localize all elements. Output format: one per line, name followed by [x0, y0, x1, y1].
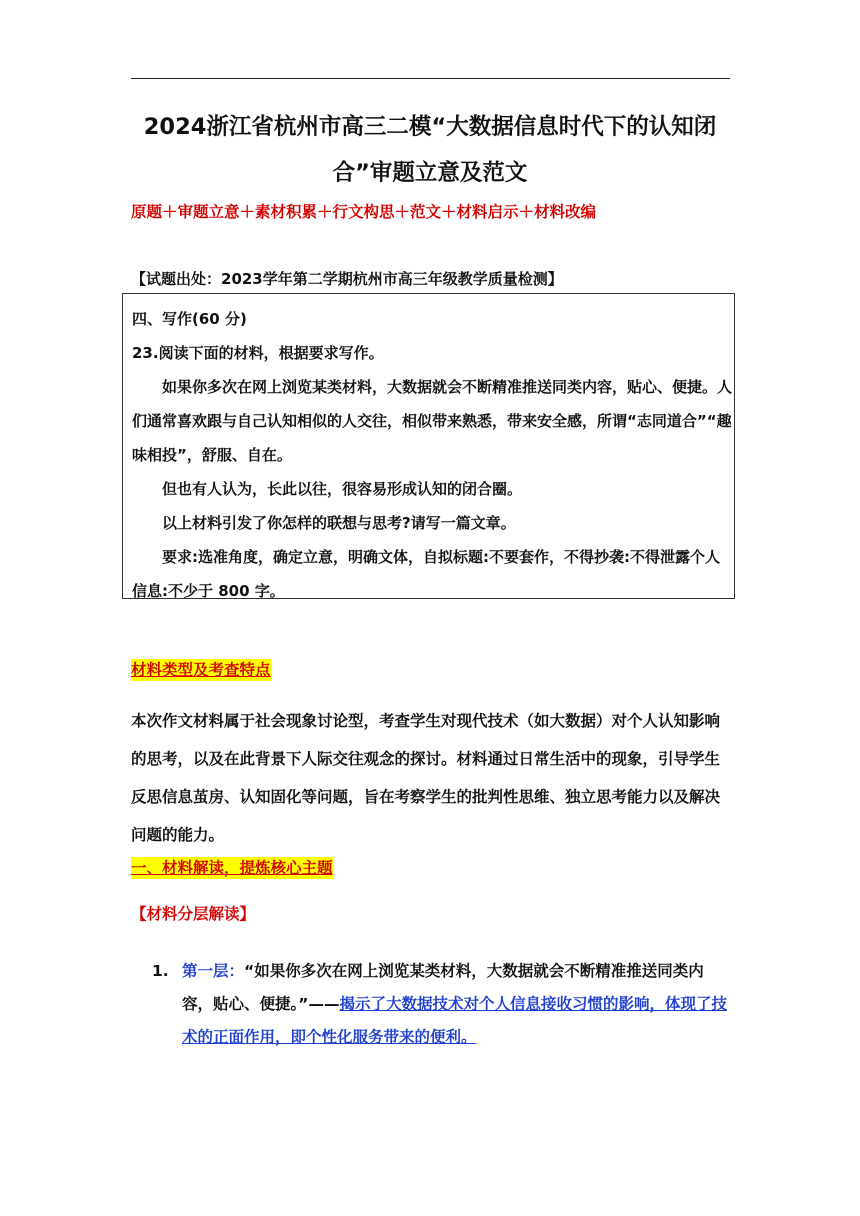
question-requirements: 要求:选准角度，确定立意，明确文体，自拟标题:不要套作，不得抄袭:不得泄露个人信息:不少于 800 字。 — [132, 548, 720, 600]
material-type-paragraph: 本次作文材料属于社会现象讨论型，考查学生对现代技术（如大数据）对个人认知影响的思考，以及在此背景下人际交往观念的探讨。材料通过日常生活中的现象，引导学生反思信息茧房、认知固化等问题，旨在考察学生的批判性思维、独立思考能力以及解决问题的能力。 — [131, 712, 721, 844]
question-section: 四、写作(60 分) — [132, 310, 247, 328]
question-paragraph-1: 如果你多次在网上浏览某类材料，大数据就会不断精准推送同类内容，贴心、便捷。人们通常喜欢跟与自己认知相似的人交往，相似带来熟悉，带来安全感，所谓“志同道合”“趣味相投”，舒服、自在。 — [132, 378, 733, 464]
question-paragraph-2: 但也有人认为，长此以往，很容易形成认知的闭合圈。 — [162, 480, 523, 498]
question-source: 【试题出处：2023学年第二学期杭州市高三年级教学质量检测】 — [131, 270, 563, 288]
list-item — [152, 955, 732, 1054]
section-heading-material-type: 材料类型及考查特点 — [131, 661, 271, 679]
subheading-layered-reading: 【材料分层解读】 — [131, 905, 256, 923]
top-rule — [131, 78, 730, 79]
list-item-body — [182, 955, 732, 1054]
list-item-analysis-link[interactable]: 揭示了大数据技术对个人信息接收习惯的影响，体现了技术的正面作用，即个性化服务带来的便利。 — [182, 995, 727, 1046]
page-title: 2024浙江省杭州市高三二模“大数据信息时代下的认知闭合”审题立意及范文 — [143, 114, 717, 186]
list-item-number: 1. — [152, 962, 169, 980]
section-heading-interpretation: 一、材料解读，提炼核心主题 — [131, 859, 333, 877]
question-box — [122, 293, 735, 599]
question-prompt: 23.阅读下面的材料，根据要求写作。 — [132, 344, 384, 362]
list-item-quote: “如果你多次在网上浏览某类材料，大数据就会不断精准推送同类内容，贴心、便捷。”—— — [182, 962, 704, 1013]
page-subtitle: 原题＋审题立意＋素材积累＋行文构思＋范文＋材料启示＋材料改编 — [131, 203, 597, 221]
list-item-label: 第一层： — [182, 962, 245, 980]
question-paragraph-3: 以上材料引发了你怎样的联想与思考?请写一篇文章。 — [162, 514, 516, 532]
